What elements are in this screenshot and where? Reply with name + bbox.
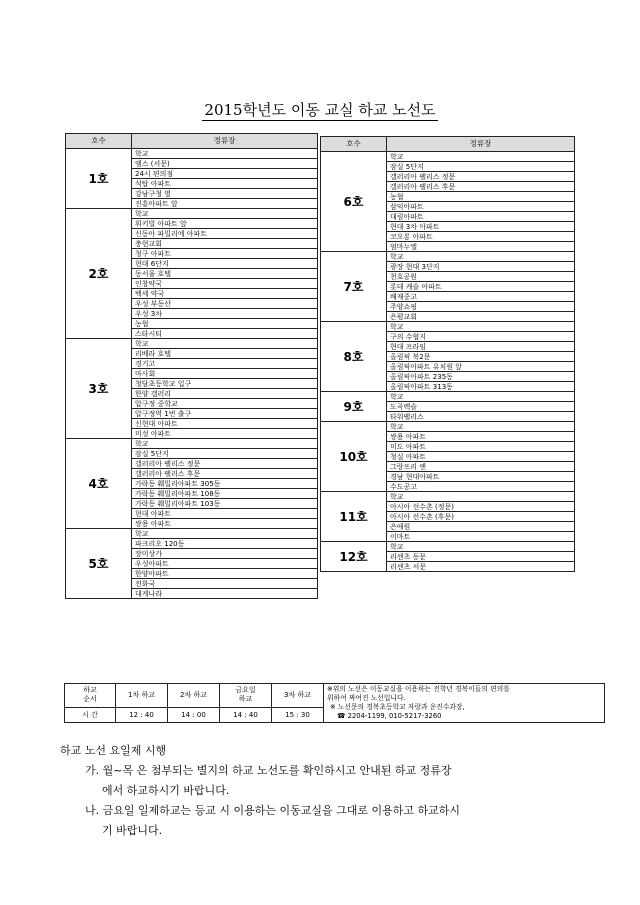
- stop-name: 잠실 5단지: [387, 162, 575, 172]
- stop-name: 학교: [387, 322, 575, 332]
- stop-name: 현대 프라임: [387, 342, 575, 352]
- stop-name: 갤러리아 팰리스 후문: [387, 182, 575, 192]
- stop-name: 배재중고: [387, 292, 575, 302]
- route-header: 호수: [66, 134, 132, 149]
- stop-name: 학교: [132, 149, 318, 159]
- stop-name: 압구정역 1번 출구: [132, 409, 318, 419]
- stop-row: [321, 152, 575, 162]
- stop-name: 학교: [387, 392, 575, 402]
- stop-name: 인창약국: [132, 279, 318, 289]
- stop-row: [66, 529, 318, 539]
- note-line: ※ 노선문의 경복초등학교 자랑과 운진수과장,: [330, 703, 465, 711]
- stop-name: 청구 아파트: [132, 249, 318, 259]
- stop-name: 학교: [387, 492, 575, 502]
- route-number: 7호: [321, 252, 387, 322]
- stop-name: 은평교회: [387, 312, 575, 322]
- note-line: ☎ 2204-1199, 010-5217-3260: [337, 712, 442, 720]
- stop-name: 롯데 캐슬 아파트: [387, 282, 575, 292]
- stop-name: 가락동 훼밀리아파트 103동: [132, 499, 318, 509]
- stop-name: 대게나라: [132, 589, 318, 599]
- notice-item-a-cont: 에서 하교하시기 바랍니다.: [102, 784, 230, 797]
- stop-name: 석탑 아파트: [132, 179, 318, 189]
- stop-name: 구의 수협지: [387, 332, 575, 342]
- stop-name: 경남 현대아파트: [387, 472, 575, 482]
- stop-name: 경기고: [132, 359, 318, 369]
- note-line: ※위의 노선은 이동교실을 이용하는 전학년 경복이들의 편의를: [327, 685, 510, 693]
- notice-item-a: 가. 월~목 은 첨부되는 별지의 하교 노선도를 확인하시고 안내된 하교 정류장: [85, 764, 452, 777]
- stop-name: 24시 편의점: [132, 169, 318, 179]
- stop-row: [321, 252, 575, 262]
- schedule-note: [324, 684, 605, 723]
- stop-name: 우성 부동산: [132, 299, 318, 309]
- stop-name: 스타시티: [132, 329, 318, 339]
- notice-item-b: 나. 금요일 일제하교는 등교 시 이용하는 이동교실을 그대로 이용하고 하교하시: [85, 804, 460, 817]
- notice-item-b-cont: 기 바랍니다.: [102, 824, 163, 837]
- stop-name: 가락동 훼밀리아파트 305동: [132, 479, 318, 489]
- stop-name: 리센츠 동문: [387, 552, 575, 562]
- stop-row: [321, 542, 575, 552]
- slot-time: 14 : 40: [220, 707, 272, 722]
- stop-name: 학교: [132, 339, 318, 349]
- stops-header: 정류장: [132, 134, 318, 149]
- schedule-table: [64, 683, 605, 723]
- stop-name: 신동아 파밀리에 아파트: [132, 229, 318, 239]
- stop-name: 농협: [387, 192, 575, 202]
- stop-name: 삼익아파트: [387, 202, 575, 212]
- stop-name: 올림픽아파트 235동: [387, 372, 575, 382]
- stop-name: 진흥아파트 앞: [132, 199, 318, 209]
- route-number: 6호: [321, 152, 387, 252]
- stop-name: 도곡렉슬: [387, 402, 575, 412]
- slot-label: 2차 하교: [168, 684, 220, 708]
- stop-name: 장미상가: [132, 549, 318, 559]
- stop-name: 압구정 중학교: [132, 399, 318, 409]
- stop-name: 수도공고: [387, 482, 575, 492]
- stop-row: [321, 392, 575, 402]
- stop-name: 백세 약국: [132, 289, 318, 299]
- notice-heading: 하교 노선 요일제 시행: [60, 744, 167, 757]
- stop-row: [66, 339, 318, 349]
- schedule-order-label: 하교 순서: [65, 684, 116, 708]
- slot-label: 금요일 하교: [220, 684, 272, 708]
- stop-name: 갤러리아 팰리스 정문: [387, 172, 575, 182]
- slot-label: 3차 하교: [272, 684, 324, 708]
- route-number: 8호: [321, 322, 387, 392]
- stop-name: 쌍용 아파트: [132, 519, 318, 529]
- stop-name: 우성아파트: [132, 559, 318, 569]
- stop-name: 아시아 선수촌 (정문): [387, 502, 575, 512]
- slot-time: 15 : 30: [272, 707, 324, 722]
- stop-name: 올림픽 북2문: [387, 352, 575, 362]
- stop-name: 학교: [387, 152, 575, 162]
- stop-name: 리센츠 서문: [387, 562, 575, 572]
- stop-name: 가락동 훼밀리아파트 108동: [132, 489, 318, 499]
- stop-name: 우성 3차: [132, 309, 318, 319]
- stop-name: 잠실 5단지: [132, 449, 318, 459]
- stop-name: 갤러리아 팰리스 후문: [132, 469, 318, 479]
- stop-name: 휘키빌 아파트 앞: [132, 219, 318, 229]
- stop-row: [321, 492, 575, 502]
- route-number: 5호: [66, 529, 132, 599]
- route-number: 4호: [66, 439, 132, 529]
- stop-name: 한양 갤러리: [132, 389, 318, 399]
- stop-name: 코오롱 아파트: [387, 232, 575, 242]
- title-text: 2015학년도 이동 교실 하교 노선도: [204, 101, 436, 119]
- stop-name: 아시아 선수촌 (후문): [387, 512, 575, 522]
- slot-time: 12 : 40: [116, 707, 168, 722]
- schedule-time-label: 시 간: [65, 707, 116, 722]
- stop-name: 주양쇼핑: [387, 302, 575, 312]
- stop-name: 학교: [132, 439, 318, 449]
- stop-name: 광장 현대 3단지: [387, 262, 575, 272]
- stop-name: 강남구청 옆: [132, 189, 318, 199]
- route-number: 11호: [321, 492, 387, 542]
- stop-name: 엠스 (서문): [132, 159, 318, 169]
- note-line: 위하여 짜여진 노선입니다.: [327, 694, 406, 702]
- stop-name: 엄마누엘: [387, 242, 575, 252]
- stop-name: 미성 아파트: [132, 429, 318, 439]
- route-number: 9호: [321, 392, 387, 422]
- stops-header: 정류장: [387, 137, 575, 152]
- stop-name: 타워팰리스: [387, 412, 575, 422]
- stop-name: 전화국: [132, 579, 318, 589]
- stop-name: 마사회: [132, 369, 318, 379]
- stop-row: [66, 439, 318, 449]
- slot-time: 14 : 00: [168, 707, 220, 722]
- stop-name: 청실 아파트: [387, 452, 575, 462]
- page-title: [0, 99, 640, 120]
- stop-name: 올림픽아파트 313동: [387, 382, 575, 392]
- route-number: 12호: [321, 542, 387, 572]
- stop-name: 학교: [387, 422, 575, 432]
- stop-name: 갤러리아 팰리스 정문: [132, 459, 318, 469]
- stop-name: 동서울 호텔: [132, 269, 318, 279]
- stop-name: 은애원: [387, 522, 575, 532]
- stop-name: 대림아파트: [387, 212, 575, 222]
- stop-row: [66, 209, 318, 219]
- stop-row: [66, 149, 318, 159]
- stop-name: 미도 아파트: [387, 442, 575, 452]
- stop-name: 현대 6단지: [132, 259, 318, 269]
- stop-row: [321, 422, 575, 432]
- stop-name: 학교: [387, 252, 575, 262]
- route-number: 3호: [66, 339, 132, 439]
- route-number: 2호: [66, 209, 132, 339]
- stop-name: 현대 아파트: [132, 509, 318, 519]
- stop-name: 학교: [132, 529, 318, 539]
- stop-name: 그랑프리 앤: [387, 462, 575, 472]
- stop-name: 파크리오 120동: [132, 539, 318, 549]
- stop-name: 리베라 호텔: [132, 349, 318, 359]
- stop-name: 충현교회: [132, 239, 318, 249]
- route-header: 호수: [321, 137, 387, 152]
- stop-name: 청담초등학교 입구: [132, 379, 318, 389]
- stop-name: 현대 3차 아파트: [387, 222, 575, 232]
- right-route-table: [320, 136, 575, 572]
- stop-name: 농협: [132, 319, 318, 329]
- stop-name: 이마트: [387, 532, 575, 542]
- stop-name: 한양아파트: [132, 569, 318, 579]
- stop-name: 학교: [387, 542, 575, 552]
- stop-name: 신현대 아파트: [132, 419, 318, 429]
- route-number: 10호: [321, 422, 387, 492]
- stop-name: 올림픽아파트 유치원 앞: [387, 362, 575, 372]
- slot-label: 1차 하교: [116, 684, 168, 708]
- left-route-table: [65, 133, 318, 599]
- stop-name: 쌍용 아파트: [387, 432, 575, 442]
- stop-row: [321, 322, 575, 332]
- notice: [60, 741, 620, 841]
- stop-name: 천호공원: [387, 272, 575, 282]
- stop-name: 학교: [132, 209, 318, 219]
- route-number: 1호: [66, 149, 132, 209]
